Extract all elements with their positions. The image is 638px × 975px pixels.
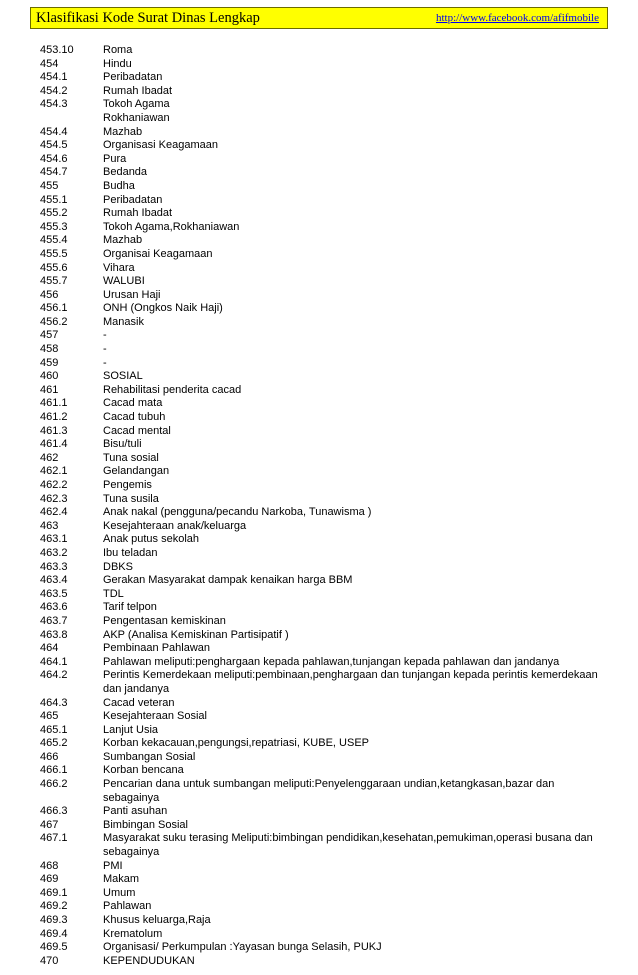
classification-code: 470	[40, 954, 59, 967]
list-item	[40, 166, 600, 180]
classification-code: 469.3	[40, 914, 68, 926]
classification-code: 462.1	[40, 465, 68, 478]
list-item	[40, 221, 600, 235]
classification-code: 455.2	[40, 207, 68, 220]
classification-description: Pahlawan meliputi:penghargaan kepada pahlawan,tunjangan kepada pahlawan dan jandanya	[103, 655, 560, 668]
classification-description: Cacad tubuh	[103, 411, 166, 424]
list-item	[40, 479, 600, 493]
classification-description: -	[103, 343, 107, 356]
classification-code: 469.1	[40, 886, 68, 899]
classification-code: 461.1	[40, 397, 68, 410]
classification-description: Hindu	[103, 57, 132, 70]
classification-code: 462.3	[40, 492, 68, 505]
classification-code: 456.1	[40, 302, 68, 315]
classification-code: 467.1	[40, 832, 68, 845]
classification-code: 463	[40, 519, 59, 532]
classification-description: Vihara	[103, 261, 135, 274]
list-item	[40, 751, 600, 765]
list-item	[40, 574, 600, 588]
classification-list	[40, 44, 600, 968]
classification-description: Rehabilitasi penderita cacad	[103, 383, 242, 396]
classification-code: 466.3	[40, 805, 68, 818]
classification-description: WALUBI	[103, 275, 145, 288]
list-item	[40, 302, 600, 316]
list-item	[40, 275, 600, 289]
list-item	[40, 778, 600, 805]
list-item	[40, 928, 600, 942]
facebook-link[interactable]: http://www.facebook.com/afifmobile	[435, 12, 599, 24]
list-item	[40, 697, 600, 711]
list-item	[40, 506, 600, 520]
classification-description: Roma	[103, 44, 133, 56]
classification-code: 462.4	[40, 506, 68, 519]
classification-description: Budha	[103, 179, 135, 192]
classification-description: Pembinaan Pahlawan	[103, 642, 211, 655]
list-item	[40, 860, 600, 874]
classification-code: 463.7	[40, 614, 68, 627]
classification-description: Makam	[103, 873, 140, 886]
list-item	[40, 357, 600, 371]
list-item	[40, 248, 600, 262]
classification-description: Tarif telpon	[103, 601, 157, 614]
list-item	[40, 465, 600, 479]
classification-code: 463.8	[40, 628, 68, 641]
classification-description: Urusan Haji	[103, 288, 161, 301]
list-item	[40, 234, 600, 248]
list-item	[40, 724, 600, 738]
list-item	[40, 601, 600, 615]
list-item	[40, 941, 600, 955]
classification-code: 465	[40, 710, 59, 723]
classification-code: 460	[40, 370, 59, 383]
list-item	[40, 329, 600, 343]
classification-code: 462	[40, 451, 59, 464]
classification-code: 461.3	[40, 424, 68, 437]
classification-description: KEPENDUDUKAN	[103, 954, 195, 967]
list-item	[40, 126, 600, 140]
classification-code: 466.2	[40, 778, 68, 791]
list-item	[40, 438, 600, 452]
classification-description: Tuna sosial	[103, 451, 159, 464]
classification-code: 466	[40, 750, 59, 763]
classification-code: 464.3	[40, 696, 68, 709]
classification-code	[40, 112, 103, 126]
classification-description: Organisasi Keagamaan	[103, 139, 218, 152]
classification-description: Tuna susila	[103, 492, 159, 505]
list-item	[40, 547, 600, 561]
classification-description: TDL	[103, 587, 124, 600]
classification-code: 454.2	[40, 84, 68, 97]
classification-description: Gelandangan	[103, 465, 170, 478]
classification-code: 458	[40, 343, 59, 356]
classification-description: Cacad mental	[103, 424, 171, 437]
classification-description: Kesejahteraan Sosial	[103, 710, 207, 723]
classification-description: Rumah Ibadat	[103, 84, 173, 97]
list-item	[40, 384, 600, 398]
classification-code: 456.2	[40, 315, 68, 328]
classification-code: 454.5	[40, 139, 68, 152]
list-item	[40, 58, 600, 72]
list-item	[40, 737, 600, 751]
list-item	[40, 44, 600, 58]
page-header	[30, 7, 608, 29]
classification-code: 455.5	[40, 247, 68, 260]
list-item	[40, 493, 600, 507]
classification-description: -	[103, 356, 107, 369]
list-item	[40, 669, 600, 696]
list-item	[40, 71, 600, 85]
list-item	[40, 887, 600, 901]
list-item	[40, 955, 600, 969]
classification-code: 469	[40, 873, 59, 886]
classification-description: Mazhab	[103, 125, 143, 138]
classification-code: 469.5	[40, 941, 68, 954]
classification-description: Korban kekacauan,pengungsi,repatriasi, KUBE, USEP	[103, 737, 369, 750]
classification-description: Panti asuhan	[103, 805, 168, 818]
classification-code: 463.6	[40, 601, 68, 614]
list-item	[40, 873, 600, 887]
classification-description: Bimbingan Sosial	[103, 818, 188, 831]
classification-code: 463.1	[40, 533, 68, 546]
classification-code: 464.2	[40, 669, 68, 682]
classification-description: Pengemis	[103, 479, 152, 491]
classification-code: 455.1	[40, 193, 68, 206]
classification-code: 463.4	[40, 574, 68, 587]
classification-code: 465.2	[40, 737, 68, 750]
classification-code: 454.6	[40, 152, 68, 165]
classification-code: 463.5	[40, 587, 68, 600]
classification-code: 455.6	[40, 261, 68, 274]
classification-code: 465.1	[40, 723, 68, 736]
classification-code: 454.4	[40, 125, 68, 138]
classification-description: Umum	[103, 886, 136, 899]
classification-description: Peribadatan	[103, 193, 163, 206]
list-item	[40, 98, 600, 112]
classification-description: Cacad mata	[103, 397, 163, 410]
classification-code: 462.2	[40, 479, 68, 491]
list-item	[40, 914, 600, 928]
list-item	[40, 533, 600, 547]
classification-code: 466.1	[40, 764, 68, 777]
list-item	[40, 629, 600, 643]
classification-code: 454	[40, 57, 59, 70]
classification-code: 463.2	[40, 546, 68, 559]
list-item	[40, 139, 600, 153]
classification-description: SOSIAL	[103, 370, 143, 383]
classification-description: Gerakan Masyarakat dampak kenaikan harga BBM	[103, 574, 353, 587]
classification-code: 459	[40, 356, 59, 369]
classification-code: 457	[40, 329, 59, 342]
classification-description: Rumah Ibadat	[103, 207, 173, 220]
list-item	[40, 397, 600, 411]
classification-code: 454.1	[40, 71, 68, 84]
list-item	[40, 411, 600, 425]
list-item	[40, 764, 600, 778]
classification-code: 469.2	[40, 900, 68, 913]
classification-description: Pengentasan kemiskinan	[103, 614, 226, 627]
classification-code: 455.3	[40, 220, 68, 233]
list-item	[40, 561, 600, 575]
classification-code: 461	[40, 383, 59, 396]
list-item	[40, 153, 600, 167]
classification-code: 461.2	[40, 411, 68, 424]
classification-code: 455.4	[40, 234, 68, 247]
classification-description: AKP (Analisa Kemiskinan Partisipatif )	[103, 628, 289, 641]
list-item	[40, 588, 600, 602]
classification-code: 463.3	[40, 560, 68, 573]
classification-description: Lanjut Usia	[103, 723, 159, 736]
classification-code: 461.4	[40, 438, 68, 451]
classification-description: Bisu/tuli	[103, 438, 142, 451]
classification-description: Manasik	[103, 315, 144, 328]
classification-description: Peribadatan	[103, 71, 163, 84]
list-item	[40, 262, 600, 276]
classification-code: 454.7	[40, 166, 68, 179]
list-item	[40, 180, 600, 194]
classification-description: Korban bencana	[103, 764, 184, 777]
classification-description: Cacad veteran	[103, 696, 175, 709]
classification-code: 469.4	[40, 927, 68, 940]
classification-description: Krematolum	[103, 927, 163, 940]
classification-description: Anak putus sekolah	[103, 533, 200, 546]
classification-description: Rokhaniawan	[103, 111, 170, 124]
list-item	[40, 819, 600, 833]
classification-description: Tokoh Agama,Rokhaniawan	[103, 220, 240, 233]
list-item	[40, 85, 600, 99]
list-item	[40, 900, 600, 914]
classification-description: Masyarakat suku terasing Meliputi:bimbingan pendidikan,kesehatan,pemukiman,operasi busana dan sebagainya	[103, 832, 593, 859]
list-item	[40, 520, 600, 534]
classification-code: 456	[40, 288, 59, 301]
list-item	[40, 642, 600, 656]
list-item	[40, 805, 600, 819]
classification-description: Anak nakal (pengguna/pecandu Narkoba, Tunawisma )	[103, 506, 372, 519]
list-item	[40, 194, 600, 208]
list-item	[40, 832, 600, 859]
classification-description: DBKS	[103, 560, 133, 573]
classification-code: 468	[40, 859, 59, 872]
classification-description: Pahlawan	[103, 900, 152, 913]
classification-description: ONH (Ongkos Naik Haji)	[103, 302, 223, 315]
classification-code: 455.7	[40, 275, 68, 288]
list-item	[40, 452, 600, 466]
classification-description: Organisasi/ Perkumpulan :Yayasan bunga Selasih, PUKJ	[103, 941, 382, 954]
list-item	[40, 343, 600, 357]
list-item	[40, 710, 600, 724]
classification-description: Perintis Kemerdekaan meliputi:pembinaan,penghargaan dan tunjangan kepada perintis kemerdekaan dan jandanya	[103, 669, 598, 695]
classification-description: Ibu teladan	[103, 546, 158, 559]
classification-description: Kesejahteraan anak/keluarga	[103, 519, 247, 532]
classification-code: 453.10	[40, 44, 74, 56]
list-item	[40, 370, 600, 384]
classification-description: -	[103, 329, 107, 342]
classification-description: Bedanda	[103, 166, 148, 179]
classification-description: PMI	[103, 859, 123, 872]
header-title: Klasifikasi Kode Surat Dinas Lengkap	[36, 10, 260, 26]
classification-description: Pencarian dana untuk sumbangan meliputi:Penyelenggaraan undian,ketangkasan,bazar dan sebagainya	[103, 778, 555, 804]
classification-description: Mazhab	[103, 234, 143, 247]
list-item	[40, 425, 600, 439]
list-item	[40, 112, 600, 126]
list-item	[40, 656, 600, 670]
list-item	[40, 289, 600, 303]
classification-description: Pura	[103, 152, 127, 165]
classification-code: 464.1	[40, 655, 68, 668]
classification-code: 455	[40, 179, 59, 192]
classification-description: Khusus keluarga,Raja	[103, 914, 211, 926]
classification-description: Sumbangan Sosial	[103, 750, 196, 763]
list-item	[40, 615, 600, 629]
classification-code: 467	[40, 818, 59, 831]
classification-description: Tokoh Agama	[103, 98, 170, 111]
list-item	[40, 316, 600, 330]
classification-description: Organisai Keagamaan	[103, 247, 213, 260]
classification-code: 464	[40, 642, 59, 655]
classification-code: 454.3	[40, 98, 68, 111]
list-item	[40, 207, 600, 221]
